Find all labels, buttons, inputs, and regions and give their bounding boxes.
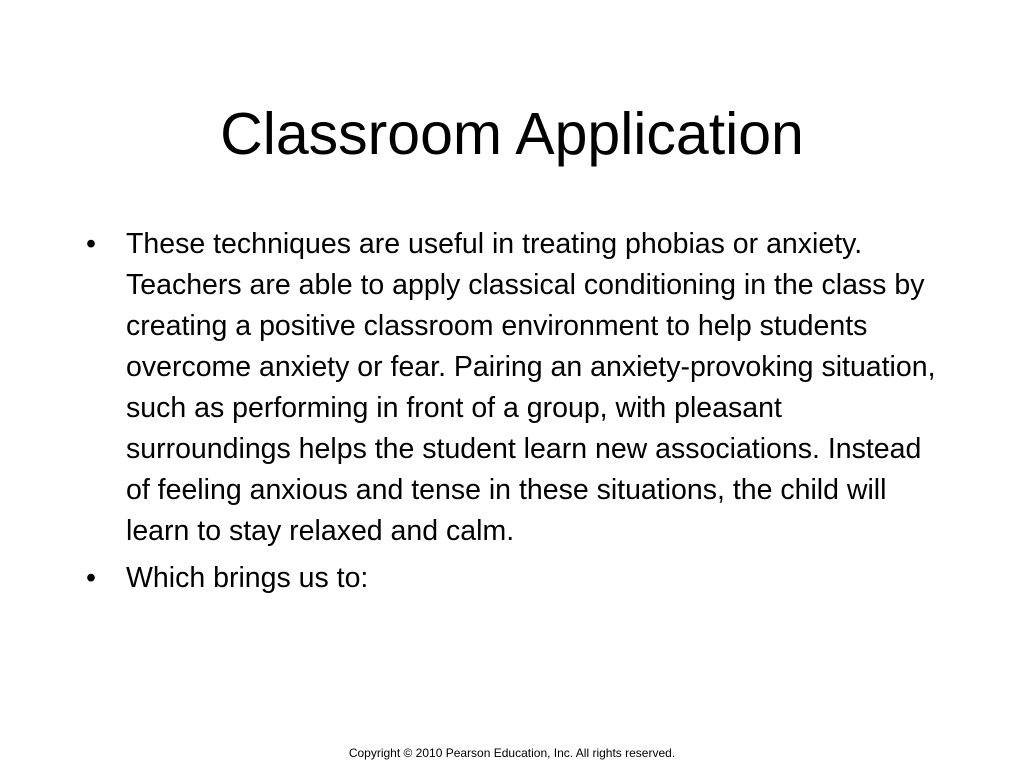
bullet-text: Which brings us to: [126,562,369,594]
bullet-item [86,558,936,599]
bullet-list [86,224,944,605]
copyright-footer: Copyright © 2010 Pearson Education, Inc. All rights reserved. [348,746,676,760]
bullet-marker: • [86,228,96,260]
bullet-marker: • [86,562,96,594]
slide-title: Classroom Application [220,101,804,167]
bullet-text: These techniques are useful in treating phobias or anxiety. Teachers are able to apply classical conditioning in the class by creating a positive classroom environment to help students overcome anxiety or fear. Pairing an anxiety-provoking situation, such as performing in front of a group, with pleasant surroundings helps the student learn new associations. Instead of feeling anxious and tense in these situations, the child will learn to stay relaxed and calm. [126,228,944,547]
bullet-item [86,224,944,552]
